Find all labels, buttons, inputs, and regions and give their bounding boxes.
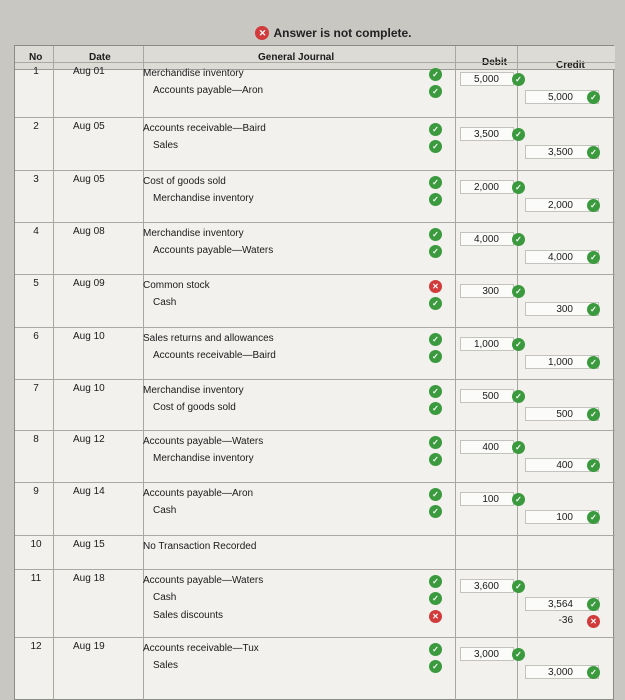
check-icon: ✓ [429, 505, 442, 518]
x-icon: ✕ [429, 610, 442, 623]
check-icon: ✓ [429, 140, 442, 153]
row-number: 10 [30, 539, 42, 550]
x-icon: ✕ [429, 280, 442, 293]
row-date: Aug 12 [73, 434, 105, 445]
account-name[interactable]: Accounts payable—Waters [153, 245, 274, 256]
header-journal: General Journal [258, 52, 335, 63]
credit-amount[interactable]: 300 [556, 304, 573, 315]
check-icon: ✓ [429, 436, 442, 449]
check-icon: ✓ [429, 592, 442, 605]
check-icon: ✓ [429, 333, 442, 346]
debit-amount[interactable]: 2,000 [473, 182, 499, 193]
journal-row [15, 327, 615, 379]
account-name[interactable]: Sales discounts [153, 610, 224, 621]
journal-row [15, 274, 615, 327]
journal-row [15, 62, 615, 117]
credit-amount[interactable]: 100 [556, 512, 573, 523]
account-name[interactable]: No Transaction Recorded [143, 541, 257, 552]
check-icon: ✓ [512, 580, 525, 593]
check-icon: ✓ [429, 68, 442, 81]
credit-amount[interactable]: 3,000 [547, 667, 573, 678]
journal-row [15, 222, 615, 274]
header-date: Date [89, 52, 111, 63]
row-number: 6 [33, 331, 39, 342]
journal-row [15, 170, 615, 222]
check-icon: ✓ [587, 251, 600, 264]
check-icon: ✓ [512, 648, 525, 661]
check-icon: ✓ [429, 350, 442, 363]
debit-amount[interactable]: 3,500 [473, 129, 499, 140]
check-icon: ✓ [429, 643, 442, 656]
row-date: Aug 18 [73, 573, 105, 584]
row-number: 11 [30, 573, 42, 584]
header-no: No [29, 52, 43, 63]
general-journal-table [14, 45, 614, 700]
credit-amount[interactable]: 4,000 [547, 252, 573, 263]
account-name[interactable]: Sales returns and allowances [143, 333, 274, 344]
header-credit: Credit [556, 60, 585, 71]
check-icon: ✓ [587, 666, 600, 679]
journal-row [15, 482, 615, 535]
check-icon: ✓ [587, 356, 600, 369]
row-number: 5 [33, 278, 39, 289]
account-name[interactable]: Accounts receivable—Baird [153, 350, 276, 361]
debit-amount[interactable]: 300 [482, 286, 499, 297]
row-number: 2 [33, 121, 39, 132]
debit-amount[interactable]: 3,000 [473, 649, 499, 660]
row-number: 8 [33, 434, 39, 445]
account-name[interactable]: Cash [153, 592, 177, 603]
row-date: Aug 15 [73, 539, 105, 550]
check-icon: ✓ [512, 73, 525, 86]
debit-amount[interactable]: 400 [482, 442, 499, 453]
header-debit: Debit [482, 57, 507, 68]
row-date: Aug 10 [73, 383, 105, 394]
check-icon: ✓ [429, 385, 442, 398]
credit-amount[interactable]: 1,000 [547, 357, 573, 368]
credit-amount[interactable]: 3,564 [547, 599, 573, 610]
account-name[interactable]: Sales [153, 140, 179, 151]
answer-banner [0, 22, 625, 44]
debit-amount[interactable]: 3,600 [473, 581, 499, 592]
check-icon: ✓ [512, 338, 525, 351]
check-icon: ✓ [512, 285, 525, 298]
row-number: 12 [30, 641, 42, 652]
account-name[interactable]: Accounts receivable—Tux [143, 643, 259, 654]
check-icon: ✓ [429, 402, 442, 415]
account-name[interactable]: Cash [153, 505, 177, 516]
row-date: Aug 14 [73, 486, 105, 497]
journal-row [15, 379, 615, 430]
row-number: 7 [33, 383, 39, 394]
account-name[interactable]: Accounts payable—Waters [143, 436, 264, 447]
check-icon: ✓ [429, 245, 442, 258]
check-icon: ✓ [512, 233, 525, 246]
debit-amount[interactable]: 1,000 [473, 339, 499, 350]
credit-amount[interactable]: 400 [556, 460, 573, 471]
credit-amount[interactable]: 3,500 [547, 147, 573, 158]
check-icon: ✓ [587, 303, 600, 316]
journal-row [15, 535, 615, 569]
check-icon: ✓ [587, 511, 600, 524]
row-date: Aug 05 [73, 174, 105, 185]
check-icon: ✓ [429, 453, 442, 466]
x-icon: ✕ [255, 26, 269, 40]
check-icon: ✓ [512, 441, 525, 454]
row-number: 9 [33, 486, 39, 497]
journal-row [15, 569, 615, 637]
account-name[interactable]: Accounts payable—Waters [143, 575, 264, 586]
account-name[interactable]: Cost of goods sold [143, 176, 226, 187]
debit-amount[interactable]: 4,000 [473, 234, 499, 245]
account-name[interactable]: Merchandise inventory [143, 385, 244, 396]
credit-amount[interactable]: 5,000 [547, 92, 573, 103]
check-icon: ✓ [587, 199, 600, 212]
banner-text: Answer is not complete. [273, 26, 412, 40]
check-icon: ✓ [587, 459, 600, 472]
debit-amount[interactable]: 5,000 [473, 74, 499, 85]
credit-amount[interactable]: 2,000 [547, 200, 573, 211]
check-icon: ✓ [512, 181, 525, 194]
account-name[interactable]: Accounts receivable—Baird [143, 123, 266, 134]
check-icon: ✓ [429, 297, 442, 310]
check-icon: ✓ [429, 228, 442, 241]
check-icon: ✓ [429, 176, 442, 189]
debit-amount[interactable]: 500 [482, 391, 499, 402]
credit-amount[interactable]: -36 [558, 615, 573, 626]
account-name[interactable]: Merchandise inventory [143, 228, 244, 239]
row-date: Aug 09 [73, 278, 105, 289]
journal-row [15, 430, 615, 482]
journal-row [15, 117, 615, 170]
row-number: 1 [33, 66, 39, 77]
check-icon: ✓ [429, 193, 442, 206]
journal-row [15, 637, 615, 700]
check-icon: ✓ [429, 660, 442, 673]
check-icon: ✓ [512, 390, 525, 403]
check-icon: ✓ [429, 85, 442, 98]
account-name[interactable]: Merchandise inventory [143, 68, 244, 79]
check-icon: ✓ [587, 408, 600, 421]
row-date: Aug 19 [73, 641, 105, 652]
row-date: Aug 01 [73, 66, 105, 77]
check-icon: ✓ [429, 123, 442, 136]
check-icon: ✓ [429, 488, 442, 501]
check-icon: ✓ [587, 146, 600, 159]
debit-amount[interactable]: 100 [482, 494, 499, 505]
row-number: 4 [33, 226, 39, 237]
check-icon: ✓ [429, 575, 442, 588]
account-name[interactable]: Accounts payable—Aron [143, 488, 254, 499]
account-name[interactable]: Cost of goods sold [153, 402, 236, 413]
account-name[interactable]: Merchandise inventory [153, 193, 254, 204]
row-date: Aug 10 [73, 331, 105, 342]
account-name[interactable]: Cash [153, 297, 177, 308]
account-name[interactable]: Sales [153, 660, 179, 671]
check-icon: ✓ [587, 598, 600, 611]
check-icon: ✓ [587, 91, 600, 104]
account-name[interactable]: Merchandise inventory [153, 453, 254, 464]
account-name[interactable]: Accounts payable—Aron [153, 85, 264, 96]
account-name[interactable]: Common stock [143, 280, 210, 291]
row-date: Aug 05 [73, 121, 105, 132]
credit-amount[interactable]: 500 [556, 409, 573, 420]
row-number: 3 [33, 174, 39, 185]
row-date: Aug 08 [73, 226, 105, 237]
check-icon: ✓ [512, 128, 525, 141]
check-icon: ✓ [512, 493, 525, 506]
x-icon: ✕ [587, 615, 600, 628]
